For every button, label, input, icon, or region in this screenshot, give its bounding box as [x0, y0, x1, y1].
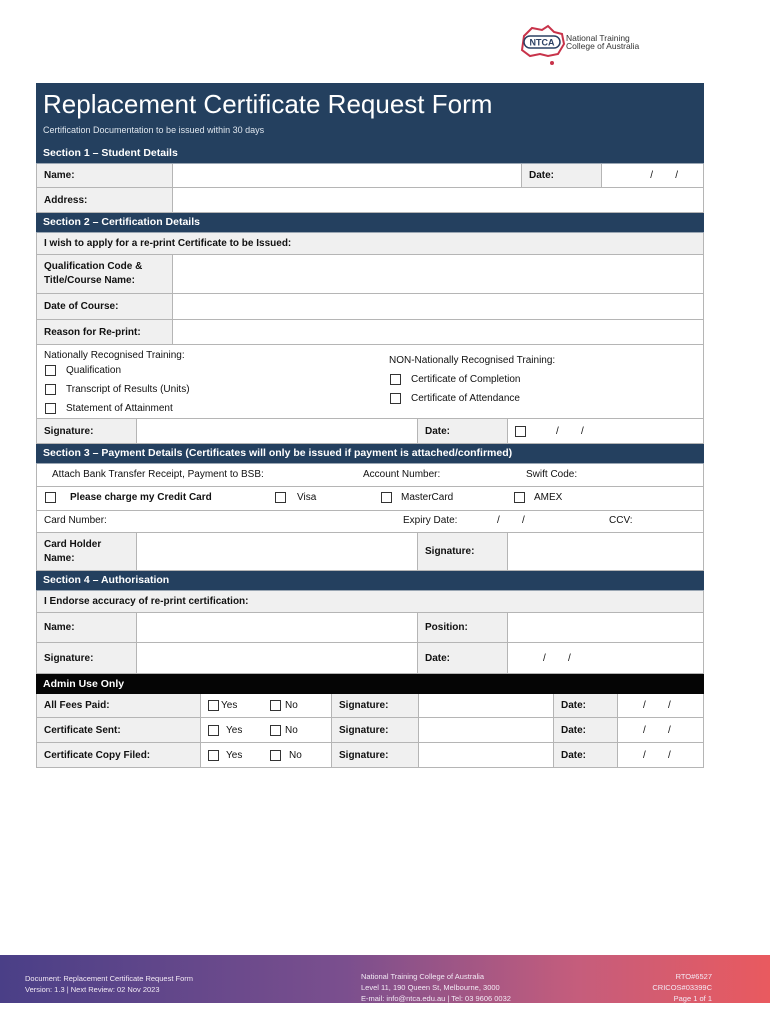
admin-date-field[interactable]: / / — [643, 700, 671, 711]
expiry-date-field[interactable]: / / — [497, 515, 525, 526]
yes-no-options: Yes No — [201, 743, 332, 767]
logo-abbr: NTCA — [529, 37, 555, 48]
card-holder-label-line-2: Name: — [44, 552, 75, 564]
checkbox[interactable] — [45, 403, 56, 414]
option-transcript[interactable]: Transcript of Results (Units) — [45, 384, 190, 395]
admin-signature-field[interactable] — [419, 694, 554, 717]
admin-row-label: Certificate Sent: — [37, 718, 201, 742]
option-qualification[interactable]: Qualification — [45, 365, 121, 376]
admin-signature-label: Signature: — [332, 718, 419, 742]
authoriser-signature-field[interactable] — [137, 643, 418, 673]
date-of-course-row — [36, 294, 704, 320]
checkbox[interactable] — [390, 374, 401, 385]
card-holder-label-line-1: Card Holder — [44, 538, 102, 550]
option-statement[interactable]: Statement of Attainment — [45, 403, 173, 414]
admin-row-certificate-sent — [36, 718, 704, 743]
form-title: Replacement Certificate Request Form — [43, 89, 493, 119]
reason-field[interactable] — [173, 320, 703, 344]
admin-row-copy-filed — [36, 743, 704, 768]
authoriser-date-field[interactable]: / / — [543, 652, 571, 664]
no-checkbox[interactable] — [270, 750, 281, 761]
section-1-header: Section 1 – Student Details — [36, 144, 704, 164]
section-2-signature-field[interactable] — [137, 419, 418, 443]
footer-org-line-3: E-mail: info@ntca.edu.au | Tel: 03 9606 0032 — [361, 994, 511, 1003]
reason-label: Reason for Re-print: — [37, 320, 173, 344]
authoriser-name-row — [36, 613, 704, 643]
position-field[interactable] — [508, 613, 703, 642]
section-2-signature-row — [36, 419, 704, 444]
admin-signature-field[interactable] — [419, 743, 554, 767]
endorse-text: I Endorse accuracy of re-print certification: — [36, 591, 704, 613]
credit-card-row — [36, 487, 704, 511]
admin-signature-label: Signature: — [332, 694, 419, 717]
account-number-label: Account Number: — [363, 469, 441, 480]
address-label: Address: — [37, 188, 173, 212]
footer-registration-info — [652, 971, 712, 1004]
apply-reprint-text: I wish to apply for a re-print Certificate to be Issued: — [36, 233, 704, 255]
qualification-label — [37, 255, 173, 293]
section-2-signature-label: Signature: — [37, 419, 137, 443]
checkbox[interactable] — [381, 492, 392, 503]
australia-map-icon — [518, 24, 566, 68]
checkbox[interactable] — [45, 492, 56, 503]
card-holder-field[interactable] — [137, 533, 418, 570]
section-2-date-label: Date: — [418, 419, 508, 443]
option-attendance[interactable]: Certificate of Attendance — [390, 393, 520, 404]
admin-use-only-header: Admin Use Only — [36, 674, 704, 694]
student-date-label: Date: — [522, 164, 602, 187]
visa-option[interactable]: Visa — [275, 492, 316, 503]
form-title-bar — [36, 83, 704, 144]
mastercard-option[interactable]: MasterCard — [381, 492, 453, 503]
card-signature-label: Signature: — [418, 533, 508, 570]
date-of-course-label: Date of Course: — [37, 294, 173, 319]
card-holder-label — [37, 533, 137, 570]
admin-row-label: Certificate Copy Filed: — [37, 743, 201, 767]
card-number-label: Card Number: — [44, 515, 107, 526]
footer-org-line-1: National Training College of Australia — [361, 972, 484, 981]
footer-org-line-2: Level 11, 190 Queen St, Melbourne, 3000 — [361, 983, 500, 992]
bank-transfer-text: Attach Bank Transfer Receipt, Payment to BSB: — [52, 469, 264, 480]
qualification-field[interactable] — [173, 255, 703, 293]
checkbox[interactable] — [514, 492, 525, 503]
admin-date-label: Date: — [554, 694, 618, 717]
qualification-label-line-1: Qualification Code & — [44, 261, 143, 272]
authoriser-name-field[interactable] — [137, 613, 418, 642]
yes-checkbox[interactable] — [208, 700, 219, 711]
expiry-date-label: Expiry Date: — [403, 515, 458, 526]
footer-doc-line-1: Document: Replacement Certificate Request Form — [25, 974, 193, 983]
qualification-label-line-2: Title/Course Name: — [44, 275, 135, 286]
footer-page-number: Page 1 of 1 — [673, 994, 712, 1003]
student-name-field[interactable] — [173, 164, 522, 187]
option-completion[interactable]: Certificate of Completion — [390, 374, 521, 385]
position-label: Position: — [418, 613, 508, 642]
bank-transfer-row — [36, 464, 704, 487]
authoriser-signature-row — [36, 643, 704, 674]
charge-credit-card-option[interactable]: Please charge my Credit Card — [45, 492, 212, 503]
admin-row-fees-paid — [36, 694, 704, 718]
student-name-label: Name: — [37, 164, 173, 187]
section-3-header: Section 3 – Payment Details (Certificates will only be issued if payment is attached/confirmed) — [36, 444, 704, 464]
admin-date-label: Date: — [554, 743, 618, 767]
admin-signature-field[interactable] — [419, 718, 554, 742]
yes-no-options: Yes No — [201, 718, 332, 742]
yes-no-options: Yes No — [201, 694, 332, 717]
page-footer — [0, 955, 770, 1003]
admin-signature-label: Signature: — [332, 743, 419, 767]
logo-line-2: College of Australia — [566, 41, 640, 51]
authoriser-name-label: Name: — [37, 613, 137, 642]
yes-checkbox[interactable] — [208, 725, 219, 736]
checkbox[interactable] — [45, 365, 56, 376]
logo-line-1: National Training — [566, 33, 630, 43]
student-date-field[interactable]: / / — [650, 170, 678, 181]
training-type-block — [36, 345, 704, 419]
card-number-row — [36, 511, 704, 533]
yes-checkbox[interactable] — [208, 750, 219, 761]
address-row — [36, 188, 704, 213]
no-checkbox[interactable] — [270, 725, 281, 736]
checkbox[interactable] — [45, 384, 56, 395]
replacement-certificate-form — [36, 83, 704, 768]
footer-rto: RTO#6527 — [675, 972, 712, 981]
admin-date-field[interactable]: / / — [643, 724, 671, 736]
admin-row-label: All Fees Paid: — [37, 694, 201, 717]
no-checkbox[interactable] — [270, 700, 281, 711]
section-2-date-field[interactable]: / / — [508, 419, 703, 443]
qualification-row — [36, 255, 704, 294]
authoriser-signature-label: Signature: — [37, 643, 137, 673]
reason-row — [36, 320, 704, 345]
checkbox[interactable] — [515, 426, 526, 437]
ntca-logo — [518, 24, 668, 68]
card-holder-row — [36, 533, 704, 571]
nat-heading: Nationally Recognised Training: — [44, 350, 185, 361]
admin-date-field[interactable]: / / — [643, 749, 671, 761]
section-2-header: Section 2 – Certification Details — [36, 213, 704, 233]
non-heading: NON-Nationally Recognised Training: — [389, 355, 556, 366]
footer-cricos: CRICOS#03399C — [652, 983, 712, 992]
checkbox[interactable] — [275, 492, 286, 503]
footer-document-info — [25, 973, 193, 995]
date-of-course-field[interactable] — [173, 294, 703, 319]
student-name-row — [36, 164, 704, 188]
swift-code-label: Swift Code: — [526, 469, 578, 480]
footer-organisation-info — [361, 971, 511, 1004]
section-4-header: Section 4 – Authorisation — [36, 571, 704, 591]
authoriser-date-label: Date: — [418, 643, 508, 673]
form-subtitle: Certification Documentation to be issued within 30 days — [43, 125, 265, 135]
card-signature-field[interactable] — [508, 533, 703, 570]
admin-date-label: Date: — [554, 718, 618, 742]
amex-option[interactable]: AMEX — [514, 492, 562, 503]
ccv-label: CCV: — [609, 515, 633, 526]
footer-doc-line-2: Version: 1.3 | Next Review: 02 Nov 2023 — [25, 985, 160, 994]
address-field[interactable] — [173, 188, 703, 212]
checkbox[interactable] — [390, 393, 401, 404]
